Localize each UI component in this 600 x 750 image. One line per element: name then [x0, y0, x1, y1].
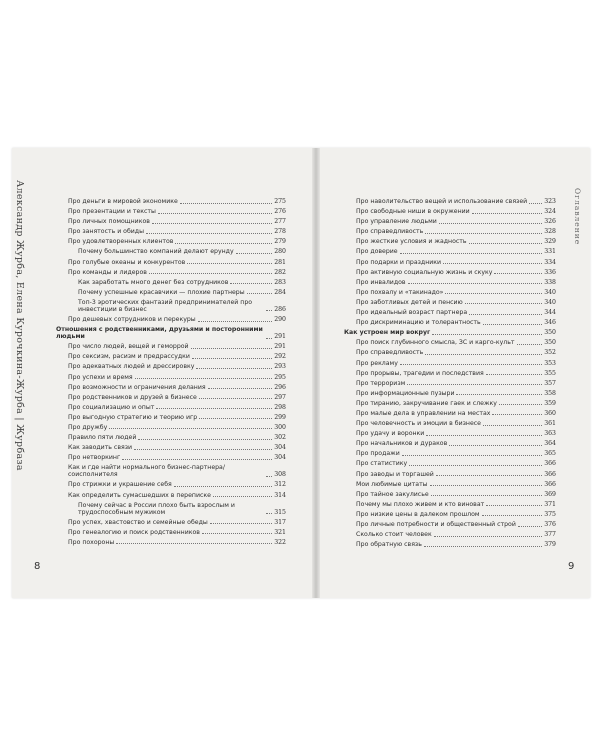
toc-entry-page: 350 [544, 329, 556, 337]
toc-leader-dots [407, 384, 542, 385]
toc-entry [344, 360, 556, 367]
toc-entry-title: Про деньги в мировой экономике [68, 198, 178, 205]
toc-entry-page: 326 [544, 218, 556, 226]
toc-entry-title: Про поиск глубинного смысла, ЗС и карго-культ [356, 339, 515, 347]
toc-leader-dots [436, 475, 542, 476]
toc-entry-page: 280 [274, 248, 286, 256]
toc-entry-page: 296 [274, 383, 286, 391]
toc-entry-page: 281 [274, 258, 286, 266]
toc-entry-title: Про дискриминацию и толерантность [356, 319, 481, 327]
toc-entry-title: Почему мы плохо живем и кто виноват [356, 500, 485, 508]
toc-leader-dots [494, 273, 542, 274]
toc-leader-dots [465, 303, 542, 304]
toc-entry-page: 276 [274, 208, 286, 216]
toc-entry-title: Про удовлетворенных клиентов [68, 238, 174, 246]
toc-entry-title: Про свободные ниши в окружении [356, 208, 470, 216]
toc-entry [56, 374, 286, 381]
toc-entry-page: 353 [544, 359, 556, 367]
toc-entry [56, 502, 286, 516]
toc-entry-page: 369 [544, 490, 556, 498]
toc-entry-page: 366 [544, 460, 556, 468]
toc-entry [344, 521, 556, 528]
toc-entry-title: Про справедливость [356, 228, 424, 236]
page-number-left: 8 [34, 561, 41, 572]
toc-entry [56, 289, 286, 296]
toc-entry [56, 208, 286, 215]
toc-entry-page: 379 [544, 541, 556, 549]
toc-entry [344, 319, 556, 326]
toc-entry-title: Про жесткие условия и жадность [356, 238, 467, 246]
toc-entry-title: Про социализацию и опыт [68, 403, 155, 411]
toc-entry [344, 410, 556, 417]
toc-leader-dots [469, 314, 542, 315]
toc-entry [344, 481, 556, 488]
toc-entry-title: Про возможности и ограничения делания [68, 383, 206, 391]
toc-entry [56, 238, 286, 245]
toc-leader-dots [432, 334, 542, 335]
toc-entry [56, 218, 286, 225]
toc-entry [56, 539, 286, 546]
toc-entry [344, 339, 556, 346]
toc-leader-dots [208, 388, 273, 389]
toc-leader-dots [408, 283, 543, 284]
toc-entry-page: 365 [544, 450, 556, 458]
toc-entry-page: 290 [274, 316, 286, 324]
toc-entry-title: Про удачу и воронки [356, 430, 425, 438]
toc-entry-title: Отношения с родственниками, друзьями и посторонними людьми [56, 326, 263, 341]
toc-entry-title: Про инвалидов [356, 278, 406, 286]
toc-entry-page: 328 [544, 228, 556, 236]
toc-leader-dots [266, 513, 272, 514]
toc-leader-dots [482, 515, 543, 516]
toc-entry-title: Почему большинство компаний делают ерунду [78, 248, 234, 256]
toc-entry-page: 300 [274, 423, 286, 431]
toc-leader-dots [198, 321, 272, 322]
toc-leader-dots [430, 485, 543, 486]
toc-entry-page: 302 [274, 434, 286, 442]
toc-leader-dots [431, 495, 543, 496]
toc-entry-title: Про доверие [356, 248, 398, 256]
toc-entry-page: 352 [544, 349, 556, 357]
toc-entry-page: 334 [544, 258, 556, 266]
toc-entry-title: Про успехи и время [68, 373, 133, 381]
toc-entry-title: Про похвалу и «такинадо» [356, 288, 444, 296]
toc-entry [344, 430, 556, 437]
toc-entry-title: Про идеальный возраст партнера [356, 309, 468, 317]
toc-entry-page: 278 [274, 228, 286, 236]
toc-entry-title: Про справедливость [356, 349, 424, 357]
toc-leader-dots [529, 203, 542, 204]
toc-entry-title: Про обратную связь [356, 541, 422, 549]
toc-entry-title: Про продажи [356, 450, 400, 458]
toc-entry-title: Про презентации и тексты [68, 208, 156, 216]
toc-entry-title: Про личных помощников [68, 218, 150, 226]
toc-entry-page: 292 [274, 353, 286, 361]
toc-leader-dots [116, 543, 272, 544]
toc-section-heading [56, 326, 286, 340]
toc-section-heading [344, 329, 556, 336]
toc-entry [344, 541, 556, 548]
toc-leader-dots [180, 203, 272, 204]
toc-entry-title: Про команды и лидеров [68, 268, 147, 276]
book-spread [12, 148, 590, 598]
toc-entry-page: 350 [544, 339, 556, 347]
toc-leader-dots [122, 459, 272, 460]
toc-entry-page: 324 [544, 208, 556, 216]
toc-entry-page: 275 [274, 198, 286, 205]
toc-entry [344, 501, 556, 508]
toc-entry [344, 208, 556, 215]
toc-entry-page: 375 [544, 510, 556, 518]
toc-entry-page: 366 [544, 470, 556, 478]
toc-entry-page: 314 [274, 491, 286, 499]
toc-entry-title: Про адекватных людей и дрессировку [68, 363, 195, 371]
toc-entry-page: 377 [544, 531, 556, 539]
toc-entry-title: Как заработать много денег без сотрудников [78, 278, 229, 286]
toc-entry [56, 414, 286, 421]
toc-entry [56, 228, 286, 235]
toc-entry-page: 293 [274, 363, 286, 371]
toc-entry-page: 323 [544, 198, 556, 205]
toc-leader-dots [517, 344, 543, 345]
toc-entry [56, 198, 286, 205]
toc-entry-page: 359 [544, 399, 556, 407]
toc-entry-title: Про личные потребности и общественный строй [356, 521, 516, 528]
toc-entry-page: 344 [544, 309, 556, 317]
toc-entry [344, 238, 556, 245]
toc-leader-dots [483, 425, 542, 426]
toc-leader-dots [247, 293, 273, 294]
toc-entry [344, 511, 556, 518]
toc-entry [56, 279, 286, 286]
toc-leader-dots [400, 364, 542, 365]
toc-leader-dots [156, 408, 272, 409]
toc-entry-title: Про тиранию, закручивание гаек и слежку [356, 399, 497, 407]
toc-leader-dots [449, 445, 542, 446]
toc-leader-dots [266, 476, 272, 477]
toc-entry [344, 259, 556, 266]
book-gutter [312, 148, 320, 598]
toc-entry-page: 371 [544, 500, 556, 508]
toc-entry-title: Про голубые океаны и конкурентов [68, 258, 186, 266]
toc-leader-dots [134, 449, 272, 450]
toc-entry-title: Про заботливых детей и пенсию [356, 298, 463, 306]
toc-entry-page: 304 [274, 454, 286, 462]
toc-entry-page: 282 [274, 268, 286, 276]
toc-entry [56, 343, 286, 350]
toc-entry [344, 309, 556, 316]
toc-leader-dots [138, 439, 272, 440]
toc-entry-page: 364 [544, 440, 556, 448]
toc-entry [56, 454, 286, 461]
toc-leader-dots [402, 455, 542, 456]
toc-leader-dots [109, 428, 272, 429]
toc-entry-title: Про начальников и дураков [356, 440, 448, 448]
toc-entry [56, 434, 286, 441]
toc-entry-page: 363 [544, 430, 556, 438]
toc-entry-page: 322 [274, 538, 286, 546]
toc-entry-page: 358 [544, 389, 556, 397]
toc-entry-page: 295 [274, 373, 286, 381]
toc-leader-dots [135, 378, 273, 379]
toc-entry [344, 248, 556, 255]
toc-left-page [56, 198, 286, 549]
toc-entry-page: 329 [544, 238, 556, 246]
toc-entry-title: Почему успешные красавчики — плохие партнеры [78, 288, 245, 296]
toc-leader-dots [199, 418, 272, 419]
toc-leader-dots [425, 233, 542, 234]
toc-entry-page: 366 [544, 480, 556, 488]
toc-leader-dots [175, 243, 272, 244]
toc-leader-dots [483, 324, 543, 325]
toc-entry [56, 481, 286, 488]
toc-entry-page: 361 [544, 420, 556, 428]
toc-leader-dots [439, 223, 542, 224]
toc-entry-title: Как заводить связи [68, 444, 133, 452]
toc-entry-page: 312 [274, 481, 286, 489]
toc-entry-page: 317 [274, 518, 286, 526]
toc-leader-dots [499, 404, 542, 405]
toc-leader-dots [426, 435, 542, 436]
toc-entry [344, 380, 556, 387]
toc-entry-page: 376 [544, 521, 556, 528]
toc-entry-title: Про стрижки и украшение себя [68, 481, 172, 489]
toc-entry-page: 336 [544, 268, 556, 276]
toc-entry [344, 420, 556, 427]
toc-leader-dots [213, 496, 272, 497]
toc-entry-page: 355 [544, 369, 556, 377]
toc-entry-title: Как и где найти нормального бизнес-партнера/соисполнителя [68, 464, 225, 479]
toc-entry [56, 269, 286, 276]
toc-entry [56, 353, 286, 360]
toc-entry [344, 279, 556, 286]
toc-leader-dots [202, 533, 272, 534]
toc-entry-title: Про родственников и друзей в бизнесе [68, 393, 197, 401]
toc-entry [56, 299, 286, 313]
toc-leader-dots [174, 486, 272, 487]
toc-entry [344, 390, 556, 397]
toc-leader-dots [192, 358, 272, 359]
toc-entry-title: Про дружбу [68, 423, 108, 431]
spine-section-title: Оглавление [573, 188, 582, 246]
toc-entry-page: 304 [274, 444, 286, 452]
toc-entry-title: Как устроен мир вокруг [344, 329, 431, 337]
toc-entry [56, 444, 286, 451]
toc-entry-page: 283 [274, 278, 286, 286]
toc-entry [56, 259, 286, 266]
toc-entry [56, 394, 286, 401]
toc-entry-title: Про нетворкинг [68, 454, 121, 462]
toc-leader-dots [196, 368, 272, 369]
toc-leader-dots [456, 394, 542, 395]
toc-entry-page: 298 [274, 403, 286, 411]
toc-entry [344, 491, 556, 498]
toc-entry [344, 531, 556, 538]
toc-entry-page: 299 [274, 413, 286, 421]
toc-entry [56, 248, 286, 255]
toc-entry [344, 349, 556, 356]
toc-entry-title: Про прорывы, трагедии и последствия [356, 369, 484, 377]
toc-leader-dots [266, 338, 272, 339]
toc-leader-dots [158, 213, 272, 214]
spine-author-title: Александр Журба, Елена Курочкина-Журба | Журбаза [14, 180, 25, 471]
toc-leader-dots [152, 223, 272, 224]
toc-entry-title: Про успех, хвастовство и семейные обеды [68, 518, 208, 526]
toc-entry-title: Про число людей, вещей и геморрой [68, 343, 189, 351]
toc-entry-page: 297 [274, 393, 286, 401]
toc-entry-title: Про управление людьми [356, 218, 437, 226]
toc-entry-page: 346 [544, 319, 556, 327]
toc-entry-title: Топ-3 эротических фантазий предпринимателей про инвестиции в бизнес [78, 298, 253, 313]
toc-entry-page: 291 [274, 343, 286, 351]
toc-entry-page: 291 [274, 333, 286, 341]
toc-entry [56, 529, 286, 536]
toc-entry-title: Про низкие цены в далеком прошлом [356, 510, 480, 518]
toc-entry-page: 338 [544, 278, 556, 286]
toc-leader-dots [236, 253, 273, 254]
toc-entry [344, 218, 556, 225]
toc-entry-title: Про занятость и обиды [68, 228, 144, 236]
toc-entry-title: Как определить сумасшедших в переписке [68, 491, 211, 499]
toc-entry [56, 492, 286, 499]
toc-entry-page: 357 [544, 379, 556, 387]
toc-entry-title: Про генеалогию и поиск родственников [68, 528, 200, 536]
toc-entry [344, 471, 556, 478]
toc-entry-title: Про информационные пузыри [356, 389, 455, 397]
toc-entry [56, 384, 286, 391]
toc-entry [344, 400, 556, 407]
toc-entry-title: Про дешевых сотрудников и перекуры [68, 316, 196, 324]
toc-entry-title: Про активную социальную жизнь и скуку [356, 268, 493, 276]
toc-entry [56, 464, 286, 478]
toc-entry-title: Мои любимые цитаты [356, 480, 428, 488]
toc-leader-dots [425, 354, 542, 355]
toc-leader-dots [191, 348, 273, 349]
toc-entry-page: 315 [274, 508, 286, 516]
toc-entry [344, 289, 556, 296]
toc-entry [56, 363, 286, 370]
toc-entry [344, 269, 556, 276]
toc-leader-dots [492, 414, 542, 415]
toc-entry-title: Про подарки и праздники [356, 258, 442, 266]
toc-leader-dots [434, 536, 542, 537]
toc-entry-page: 277 [274, 218, 286, 226]
toc-entry [56, 316, 286, 323]
toc-entry-title: Про терроризм [356, 379, 406, 387]
toc-entry-page: 308 [274, 471, 286, 479]
toc-leader-dots [445, 293, 542, 294]
toc-leader-dots [443, 263, 542, 264]
toc-leader-dots [486, 505, 542, 506]
toc-leader-dots [266, 310, 272, 311]
toc-entry-page: 340 [544, 288, 556, 296]
toc-entry-title: Сколько стоит человек [356, 531, 432, 539]
toc-leader-dots [146, 233, 272, 234]
toc-entry [344, 198, 556, 205]
toc-entry-title: Про тайное закулисье [356, 490, 429, 498]
toc-entry [344, 228, 556, 235]
toc-entry-page: 340 [544, 298, 556, 306]
toc-entry-title: Про рекламу [356, 359, 398, 367]
toc-leader-dots [199, 398, 272, 399]
toc-leader-dots [469, 243, 543, 244]
toc-leader-dots [486, 374, 542, 375]
toc-leader-dots [149, 273, 272, 274]
toc-entry [56, 404, 286, 411]
toc-leader-dots [409, 465, 542, 466]
toc-entry [344, 370, 556, 377]
toc-leader-dots [518, 526, 542, 527]
toc-entry-title: Про статистику [356, 460, 408, 468]
page-number-right: 9 [568, 561, 575, 572]
toc-entry [56, 424, 286, 431]
toc-entry [344, 450, 556, 457]
toc-leader-dots [210, 523, 272, 524]
toc-entry-title: Про заводы и торгашей [356, 470, 434, 478]
toc-right-page [344, 198, 556, 551]
toc-entry-title: Про сексизм, расизм и предрассудки [68, 353, 190, 361]
toc-leader-dots [400, 253, 543, 254]
toc-entry-title: Почему сейчас в России плохо быть взрослым и трудоспособным мужиком [78, 501, 235, 516]
toc-entry-page: 321 [274, 528, 286, 536]
toc-entry-title: Про человечность и эмоции в бизнесе [356, 420, 481, 428]
toc-entry-page: 360 [544, 409, 556, 417]
toc-entry-title: Про наволительство вещей и использование связей [356, 198, 528, 205]
toc-entry-title: Правило пяти людей [68, 434, 137, 442]
toc-entry-page: 286 [274, 305, 286, 313]
toc-entry [344, 299, 556, 306]
toc-entry-page: 331 [544, 248, 556, 256]
toc-entry [56, 519, 286, 526]
toc-entry-title: Про похороны [68, 538, 115, 546]
toc-leader-dots [424, 546, 542, 547]
toc-leader-dots [187, 263, 272, 264]
toc-entry-title: Про малые дела в управлении на местах [356, 409, 491, 417]
toc-leader-dots [472, 213, 543, 214]
toc-leader-dots [230, 283, 272, 284]
toc-entry-page: 284 [274, 288, 286, 296]
toc-entry [344, 440, 556, 447]
toc-entry-page: 279 [274, 238, 286, 246]
toc-entry [344, 460, 556, 467]
toc-entry-title: Про выгодную стратегию и теорию игр [68, 413, 198, 421]
